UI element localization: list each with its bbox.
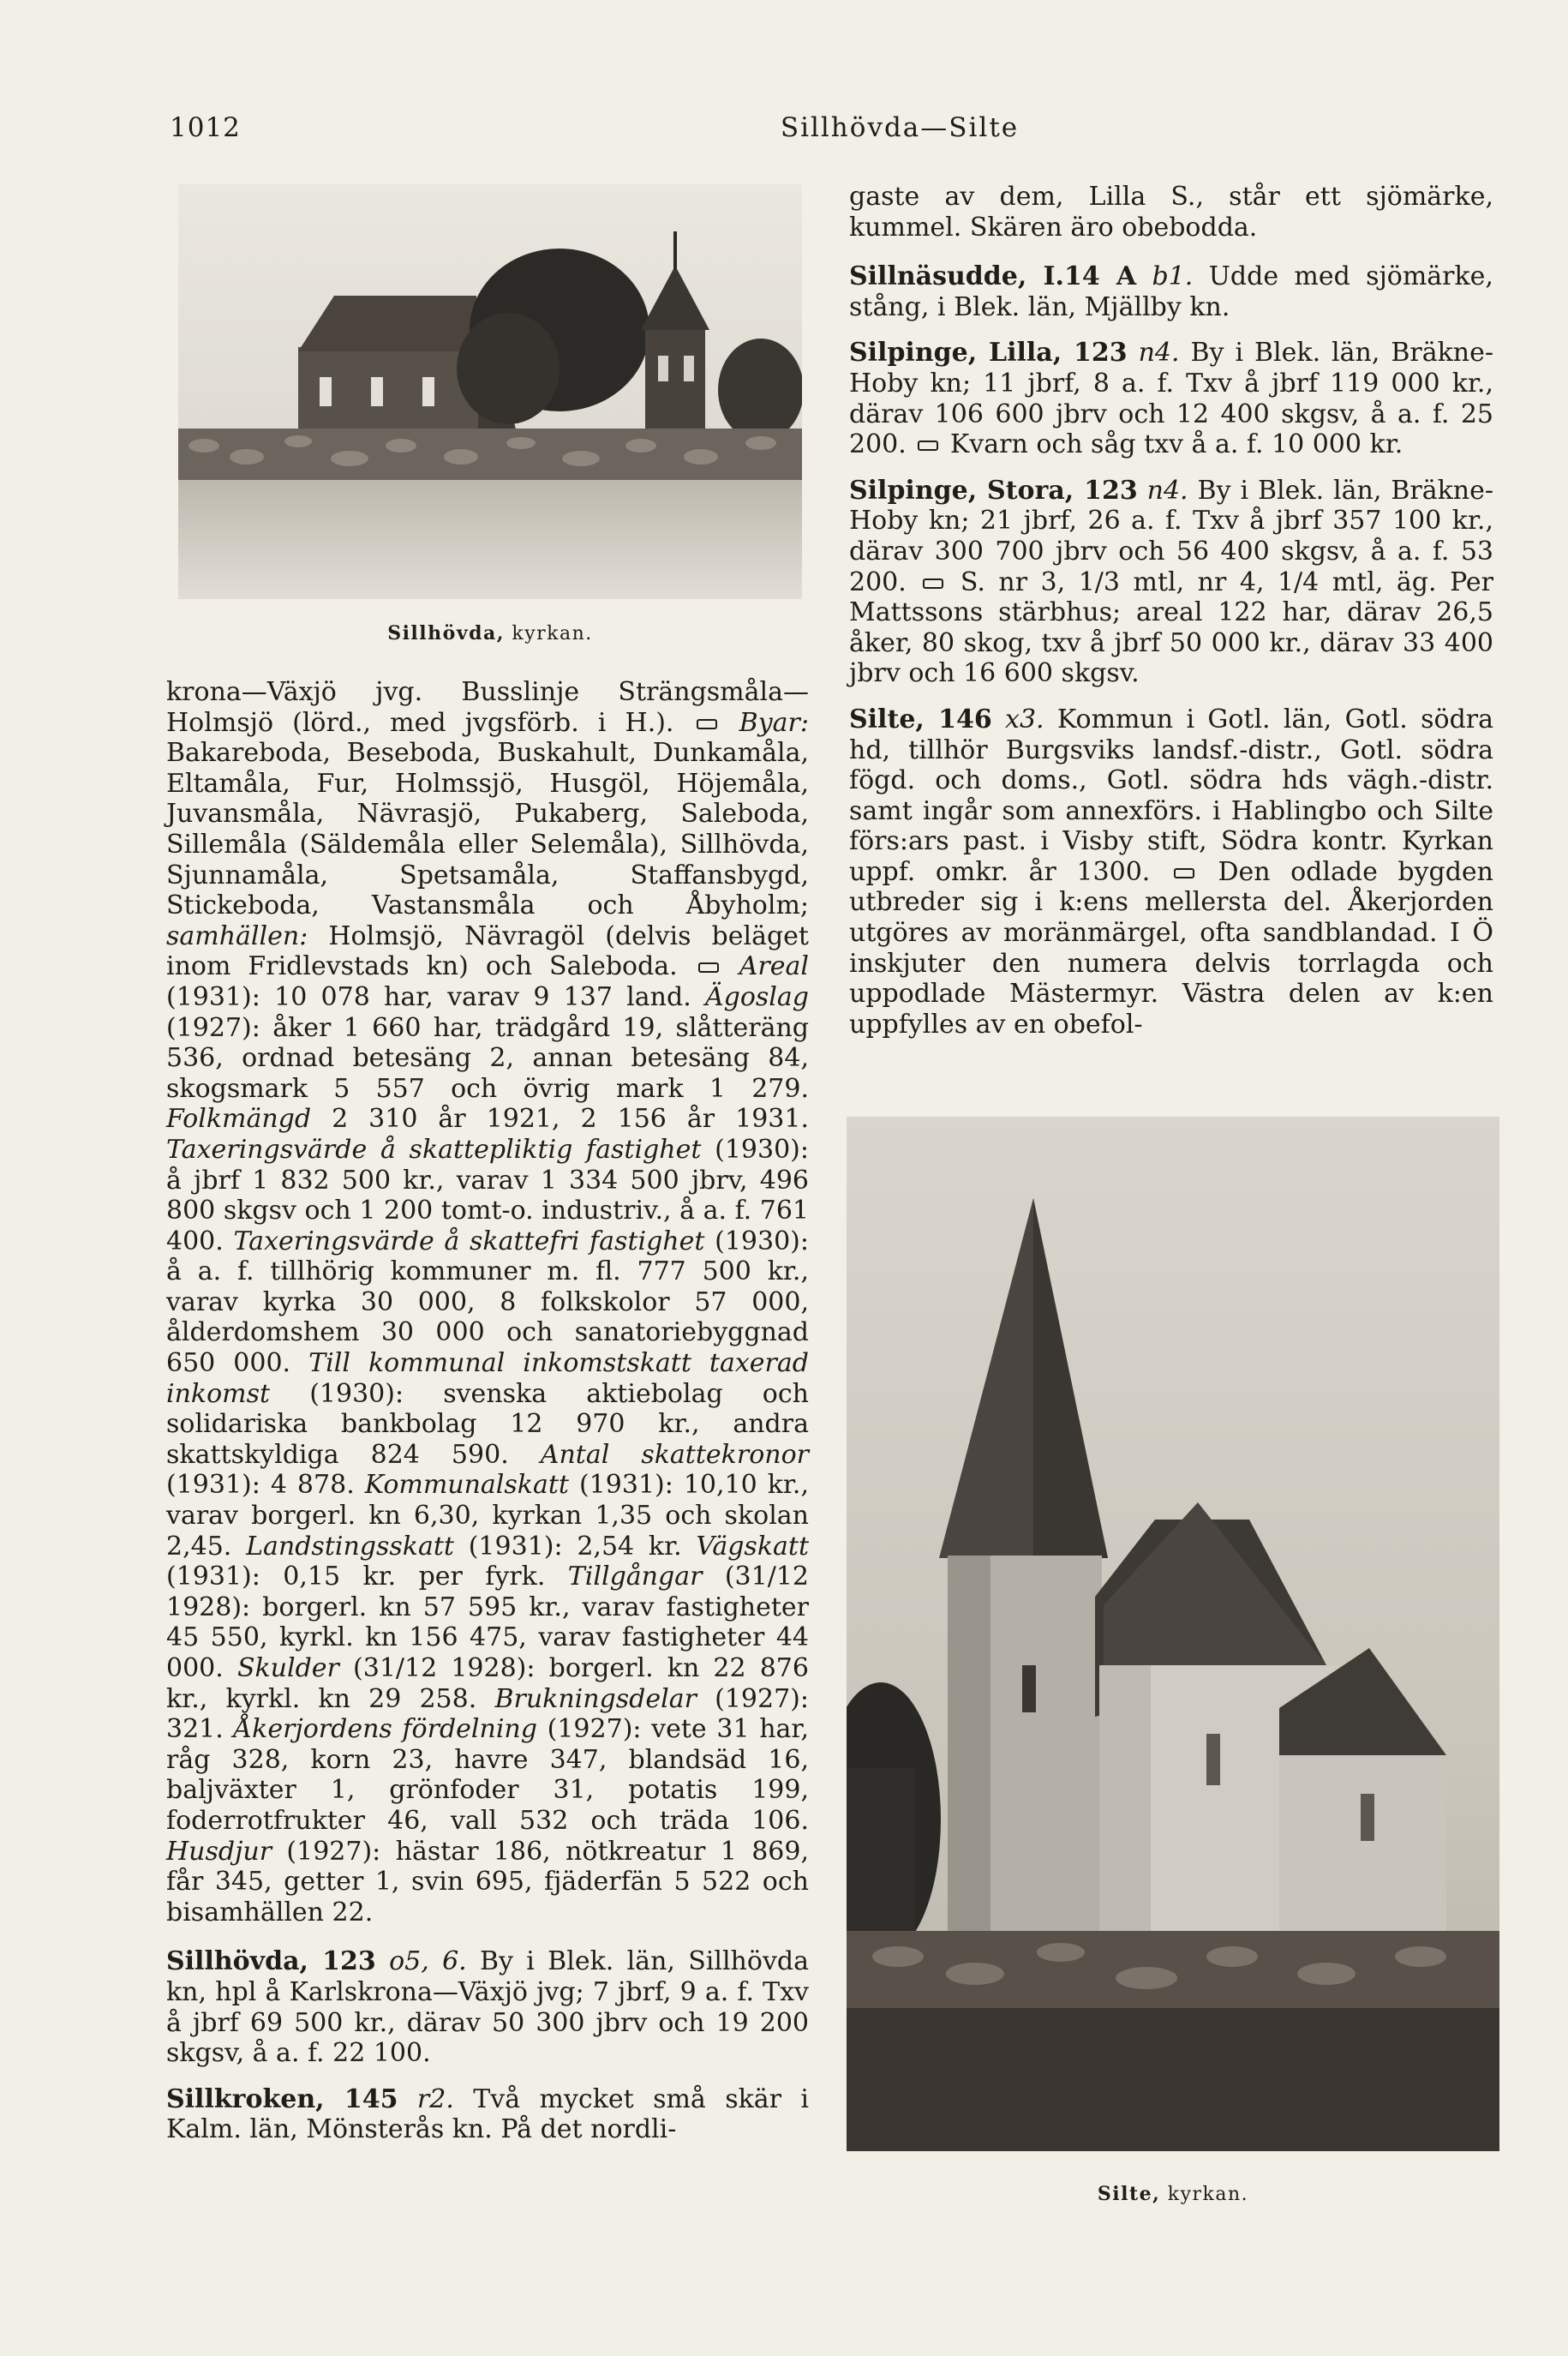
dictionary-entry [166,1946,809,2068]
caption-bold: Silte, [1097,2183,1161,2205]
italic-term: Taxeringsvärde å skattepliktig fastighet [166,1134,702,1165]
italic-term: Husdjur [166,1836,272,1867]
italic-term: Skulder [236,1653,339,1683]
entry-map-grid: n4. [1127,338,1180,369]
silte-church-illustration [847,1117,1499,2151]
italic-term: Taxeringsvärde å skattefri fastighet [233,1226,705,1256]
italic-term: Byar: [739,707,809,738]
left-column [166,677,809,2161]
text-segment: 2 310 år 1921, 2 156 år 1931. [311,1104,809,1135]
entry-continuation [849,182,1493,243]
section-symbol-icon [1174,868,1194,878]
caption-rest: kyrkan. [1160,2184,1249,2205]
text-segment: Udde med sjömärke, stång, i Blek. län, Mjällby kn. [849,261,1493,322]
sillhovda-church-photo [178,184,802,599]
silte-church-photo [847,1117,1499,2151]
text-segment: Den odlade bygden utbreder sig i k:ens mellersta del. Åkerjorden utgöres av moränmärgel, ofta sandblandad. I Ö inskjuter den numera delvis torrlagda och uppodlade Mästermyr. Västra delen av k:en uppfylles av en obefol- [849,856,1494,1040]
text-segment: Kommun i Gotl. län, Gotl. södra hd, tillhör Burgsviks landsf.-distr., Gotl. södra fögd. och doms., Gotl. södra hds vägh.-distr. samt ingår som annexförs. i Hablingbo och Silte förs:ars past. i Visby stift, Södra kontr. Kyrkan uppf. omkr. år 1300. [849,704,1494,887]
caption-bold: Sillhövda, [387,622,505,644]
italic-term: samhällen: [166,920,308,951]
text-segment: krona—Växjö jvg. Busslinje Strängsmåla—Holmsjö (lörd., med jvgsförb. i H.). [166,677,809,738]
text-segment: (31/12 1928): borgerl. kn 57 595 kr., varav fastigheter 45 550, kyrkl. kn 156 475, varav fastigheter 44 000. [166,1562,809,1683]
section-symbol-icon [697,719,717,729]
text-segment: Bakareboda, Beseboda, Buskahult, Dunkamåla, Eltamåla, Fur, Holmssjö, Husgöl, Höjemåla, Juvansmåla, Nävrasjö, Pukaberg, Saleboda, Sillemåla (Säldemåla eller Selemåla), Sillhövda, Sjunnamåla, Spetsamåla, Staffansbygd, Stickeboda, Vastansmåla och Åbyholm; [166,738,809,921]
text-segment: (1930): å jbrf 1 832 500 kr., varav 1 334 500 jbrv, 496 800 skgsv och 1 200 tomt-o. industriv., å a. f. 761 400. [166,1134,809,1256]
entry-headword: Silpinge, Lilla, 123 [849,338,1128,369]
left-entries [166,1946,809,2145]
text-segment [721,708,739,738]
text-segment: Holmsjö, Nävragöl (delvis beläget inom Fridlevstads kn) och Saleboda. [166,920,809,982]
text-segment: (1927): hästar 186, nötkreatur 1 869, får 345, getter 1, svin 695, fjäderfän 5 522 och bisamhällen 22. [166,1836,809,1927]
italic-term: Areal [739,951,809,982]
section-symbol-icon [918,441,938,451]
text-segment: (1931): 4 878. [166,1470,365,1501]
entry-map-grid: r2. [398,2083,454,2114]
italic-term: Till kommunal inkomstskatt taxerad inkomst [166,1348,809,1409]
text-segment: (1931): 10 078 har, varav 9 137 land. [166,981,705,1012]
dictionary-entry [849,476,1493,689]
dictionary-entry [849,704,1493,1040]
text-segment: (1930): svenska aktiebolag och solidariska bankbolag 12 970 kr., andra skattskyldiga 824 590. [166,1378,809,1470]
dictionary-entry [166,2084,809,2145]
italic-term: Tillgångar [567,1562,703,1592]
figure-caption-silte [847,2183,1499,2205]
text-segment: (1927): 321. [166,1683,809,1745]
text-segment: (1927): vete 31 har, råg 328, korn 23, havre 347, blandsäd 16, baljväxter 1, grönfoder 31, potatis 199, foderrotfrukter 46, vall 532 och träda 106. [166,1714,809,1836]
text-segment: (1930): å a. f. tillhörig kommuner m. fl. 777 500 kr., varav kyrka 30 000, 8 folkskolor 57 000, ålderdomshem 30 000 och sanatoriebyggnad 650 000. [166,1226,809,1379]
entry-headword: Sillnäsudde, I.14 A [849,261,1137,292]
right-entries [849,261,1493,1040]
text-segment [722,951,739,981]
entry-map-grid: x3. [991,704,1044,734]
right-column [849,182,1493,1055]
italic-term: Antal skattekronor [540,1439,809,1470]
entry-map-grid: n4. [1137,475,1188,506]
italic-term: Landstingsskatt [246,1531,454,1562]
entry-map-grid: b1. [1136,261,1194,292]
dictionary-entry [849,338,1493,459]
figure-caption-sillhovda [178,622,802,644]
text-segment: Kvarn och såg txv å a. f. 10 000 kr. [942,429,1403,460]
text-segment: (31/12 1928): borgerl. kn 22 876 kr., kyrkl. kn 29 258. [166,1653,809,1714]
entry-headword: Sillhövda, 123 [166,1946,376,1977]
italic-term: Vägskatt [696,1531,809,1562]
dictionary-entry [849,261,1493,322]
text-segment: Två mycket små skär i Kalm. län, Mönsterås kn. På det nordli- [166,2083,809,2145]
text-segment: By i Blek. län, Bräkne-Hoby kn; 21 jbrf, 26 a. f. Txv å jbrf 357 100 kr., därav 300 700 jbrv och 56 400 skgsv, å a. f. 53 200. [849,475,1493,597]
caption-rest: kyrkan. [504,623,593,644]
sillhovda-church-illustration [178,184,802,599]
section-symbol-icon [923,579,943,589]
italic-term: Kommunalskatt [364,1470,569,1501]
italic-term: Folkmängd [166,1104,312,1135]
entry-headword: Silte, 146 [849,704,992,734]
italic-term: Ägoslag [704,981,809,1012]
text-segment: gaste av dem, Lilla S., står ett sjömärke, kummel. Skären äro obebodda. [849,182,1493,243]
text-segment: By i Blek. län, Sillhövda kn, hpl å Karlskrona—Växjö jvg; 7 jbrf, 9 a. f. Txv å jbrf 69 500 kr., därav 50 300 jbrv och 19 200 skgsv, å a. f. 22 100. [166,1946,809,2069]
text-segment: (1931): 10,10 kr., varav borgerl. kn 6,30, kyrkan 1,35 och skolan 2,45. [166,1470,809,1562]
entry-map-grid: o5, 6. [375,1946,467,1977]
running-title: Sillhövda—Silte [780,112,1020,143]
italic-term: Åkerjordens fördelning [233,1714,537,1745]
text-segment: (1927): åker 1 660 har, trädgård 19, slåtteräng 536, ordnad betesäng 2, annan betesäng 84, skogsmark 5 557 och övrig mark 1 279. [166,1012,809,1104]
text-segment: S. nr 3, 1/3 mtl, nr 4, 1/4 mtl, äg. Per Mattssons stärbhus; areal 122 har, därav 26,5 åker, 80 skog, txv å jbrf 50 000 kr., därav 33 400 jbrv och 16 600 skgsv. [849,567,1494,689]
text-segment: (1931): 2,54 kr. [453,1531,697,1562]
entry-headword: Silpinge, Stora, 123 [849,475,1138,506]
page-number: 1012 [170,112,241,143]
text-segment: By i Blek. län, Bräkne-Hoby kn; 11 jbrf, 8 a. f. Txv å jbrf 119 000 kr., därav 106 600 jbrv och 12 400 skgsv, å a. f. 25 200. [849,338,1494,460]
section-symbol-icon [698,962,719,973]
entry-headword: Sillkroken, 145 [166,2083,398,2114]
text-segment: (1931): 0,15 kr. per fyrk. [166,1562,568,1592]
entry-continuation [166,677,809,1927]
italic-term: Brukningsdelar [494,1683,697,1714]
